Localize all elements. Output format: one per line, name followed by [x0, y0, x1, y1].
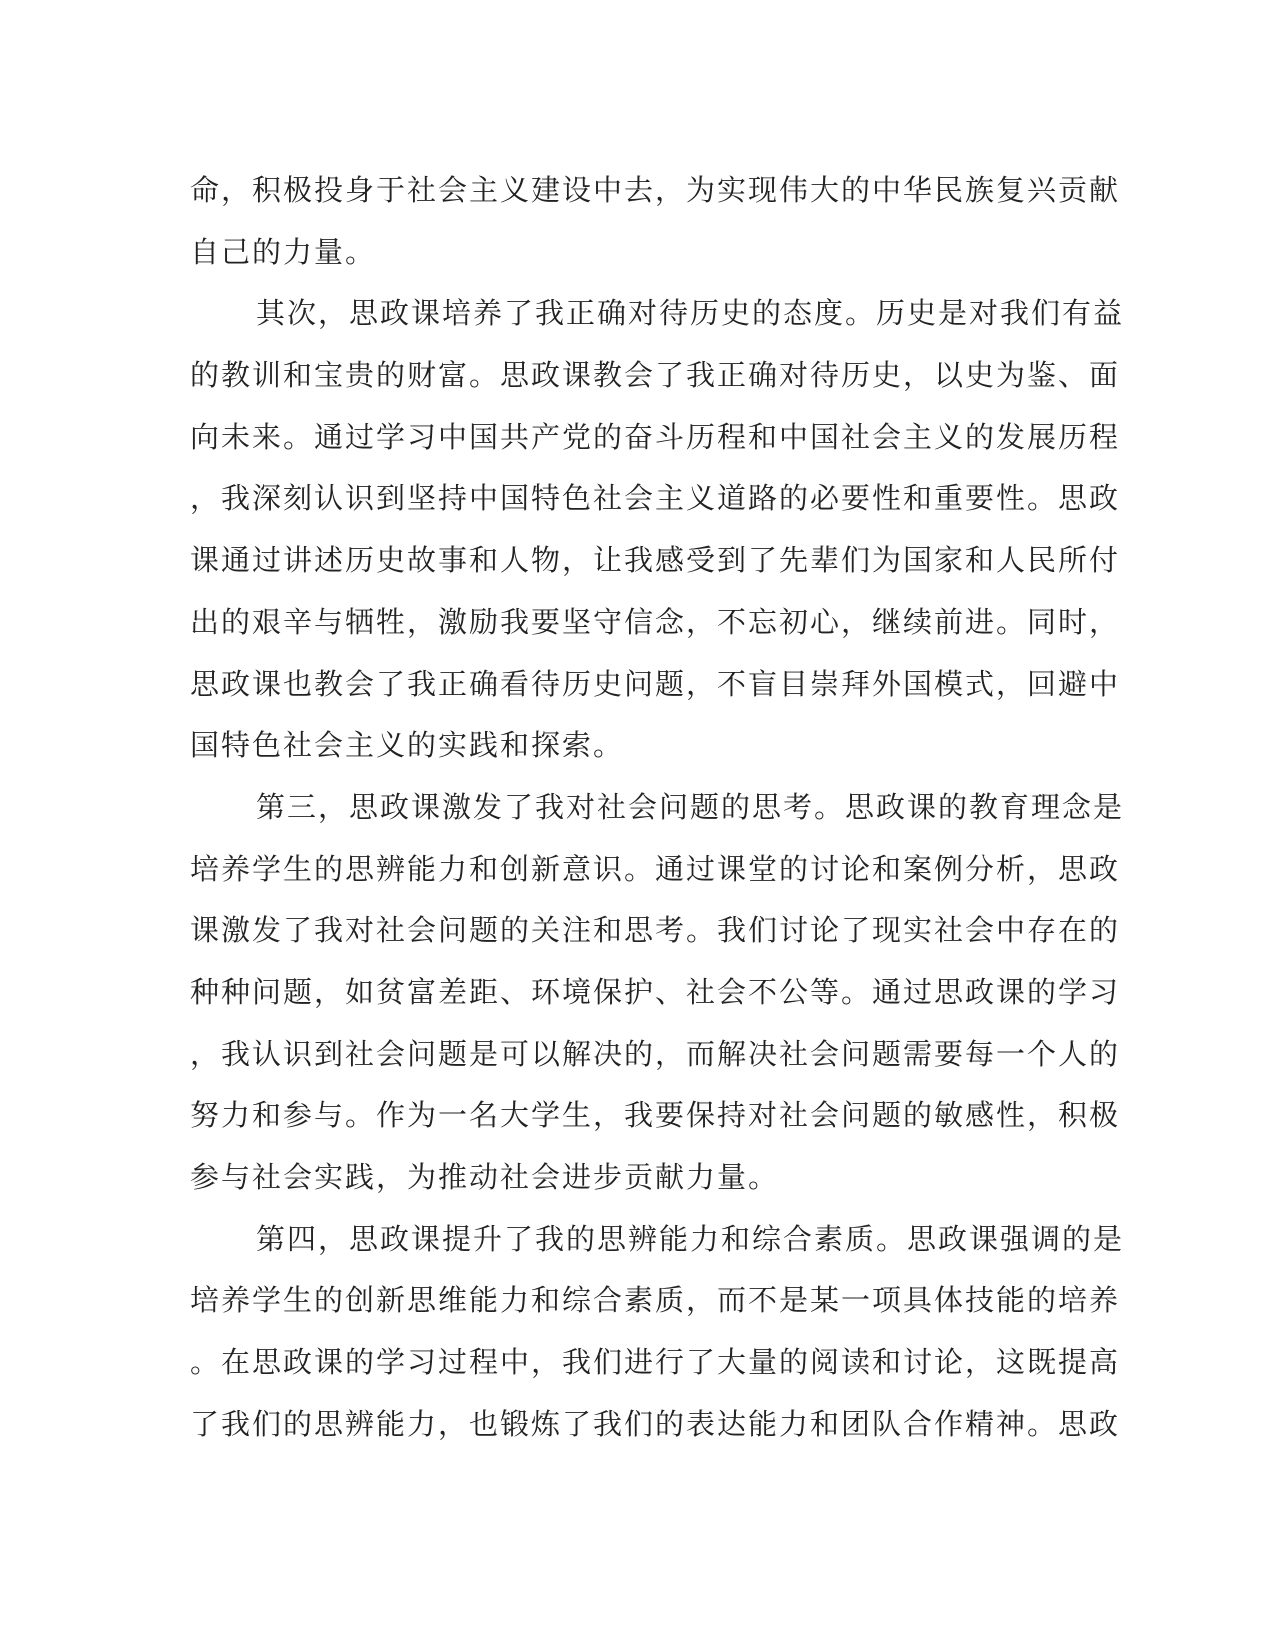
text-line: 参与社会实践，为推动社会进步贡献力量。	[190, 1160, 780, 1194]
text-line: 思政课也教会了我正确看待历史问题，不盲目崇拜外国模式，回避中	[190, 666, 1121, 701]
text-line: 培养学生的思辨能力和创新意识。通过课堂的讨论和案例分析，思政	[190, 851, 1121, 886]
text-line: 的教训和宝贵的财富。思政课教会了我正确对待历史，以史为鉴、面	[190, 358, 1121, 393]
document-body	[190, 160, 1125, 1455]
text-line: 。在思政课的学习过程中，我们进行了大量的阅读和讨论，这既提高	[190, 1345, 1121, 1380]
paragraph-start-line: 第三，思政课激发了我对社会问题的思考。思政课的教育理念是	[256, 789, 1125, 824]
text-line: 了我们的思辨能力，也锻炼了我们的表达能力和团队合作精神。思政	[190, 1406, 1121, 1441]
text-line: 自己的力量。	[190, 234, 377, 269]
text-line: 向未来。通过学习中国共产党的奋斗历程和中国社会主义的发展历程	[190, 419, 1121, 454]
text-line: 命，积极投身于社会主义建设中去，为实现伟大的中华民族复兴贡献	[190, 173, 1121, 207]
text-line: ，我深刻认识到坚持中国特色社会主义道路的必要性和重要性。思政	[190, 481, 1121, 516]
text-line: 种种问题，如贫富差距、环境保护、社会不公等。通过思政课的学习	[190, 974, 1121, 1009]
text-line: 培养学生的创新思维能力和综合素质，而不是某一项具体技能的培养	[190, 1283, 1121, 1318]
text-line: 课激发了我对社会问题的关注和思考。我们讨论了现实社会中存在的	[190, 913, 1121, 948]
text-line: 课通过讲述历史故事和人物，让我感受到了先辈们为国家和人民所付	[190, 543, 1121, 578]
paragraph-start-line: 其次，思政课培养了我正确对待历史的态度。历史是对我们有益	[256, 296, 1125, 331]
text-line: 出的艰辛与牺牲，激励我要坚守信念，不忘初心，继续前进。同时，	[190, 604, 1121, 639]
text-line: 国特色社会主义的实践和探索。	[190, 728, 625, 763]
text-line: 努力和参与。作为一名大学生，我要保持对社会问题的敏感性，积极	[190, 1098, 1121, 1133]
text-line: ，我认识到社会问题是可以解决的，而解决社会问题需要每一个人的	[190, 1036, 1121, 1071]
paragraph-start-line: 第四，思政课提升了我的思辨能力和综合素质。思政课强调的是	[256, 1221, 1125, 1256]
